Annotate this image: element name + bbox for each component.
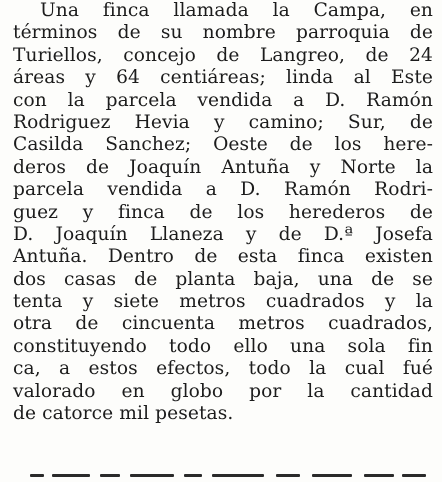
- text-line: con la parcela vendida a D. Ramón: [13, 89, 433, 111]
- text-line: D. Joaquín Llaneza y de D.ª Josefa: [13, 223, 433, 245]
- text-line: otra de cincuenta metros cuadrados,: [13, 313, 433, 335]
- text-line: Casilda Sanchez; Oeste de los here-: [13, 134, 433, 156]
- text-line: valorado en globo por la cantidad: [13, 380, 433, 402]
- text-line: Turiellos, concejo de Langreo, de 24: [13, 44, 433, 66]
- cropped-next-line: [30, 470, 430, 482]
- text-line: constituyendo todo ello una sola fin: [13, 335, 433, 357]
- text-line: parcela vendida a D. Ramón Rodri-: [13, 179, 433, 201]
- text-line: de catorce mil pesetas.: [13, 403, 234, 425]
- paragraph: [13, 0, 433, 425]
- text-line: áreas y 64 centiáreas; linda al Este: [13, 67, 433, 89]
- text-line: deros de Joaquín Antuña y Norte la: [13, 156, 433, 178]
- text-line: Una finca llamada la Campa, en: [40, 0, 433, 21]
- text-line: ca, a estos efectos, todo la cual fué: [13, 358, 433, 380]
- text-line: guez y finca de los herederos de: [13, 201, 433, 223]
- text-line: Rodriguez Hevia y camino; Sur, de: [13, 111, 433, 133]
- text-line: tenta y siete metros cuadrados y la: [13, 291, 433, 313]
- text-line: términos de su nombre parroquia de: [13, 22, 433, 44]
- text-line: Antuña. Dentro de esta finca existen: [13, 246, 433, 268]
- text-line: dos casas de planta baja, una de se: [13, 268, 433, 290]
